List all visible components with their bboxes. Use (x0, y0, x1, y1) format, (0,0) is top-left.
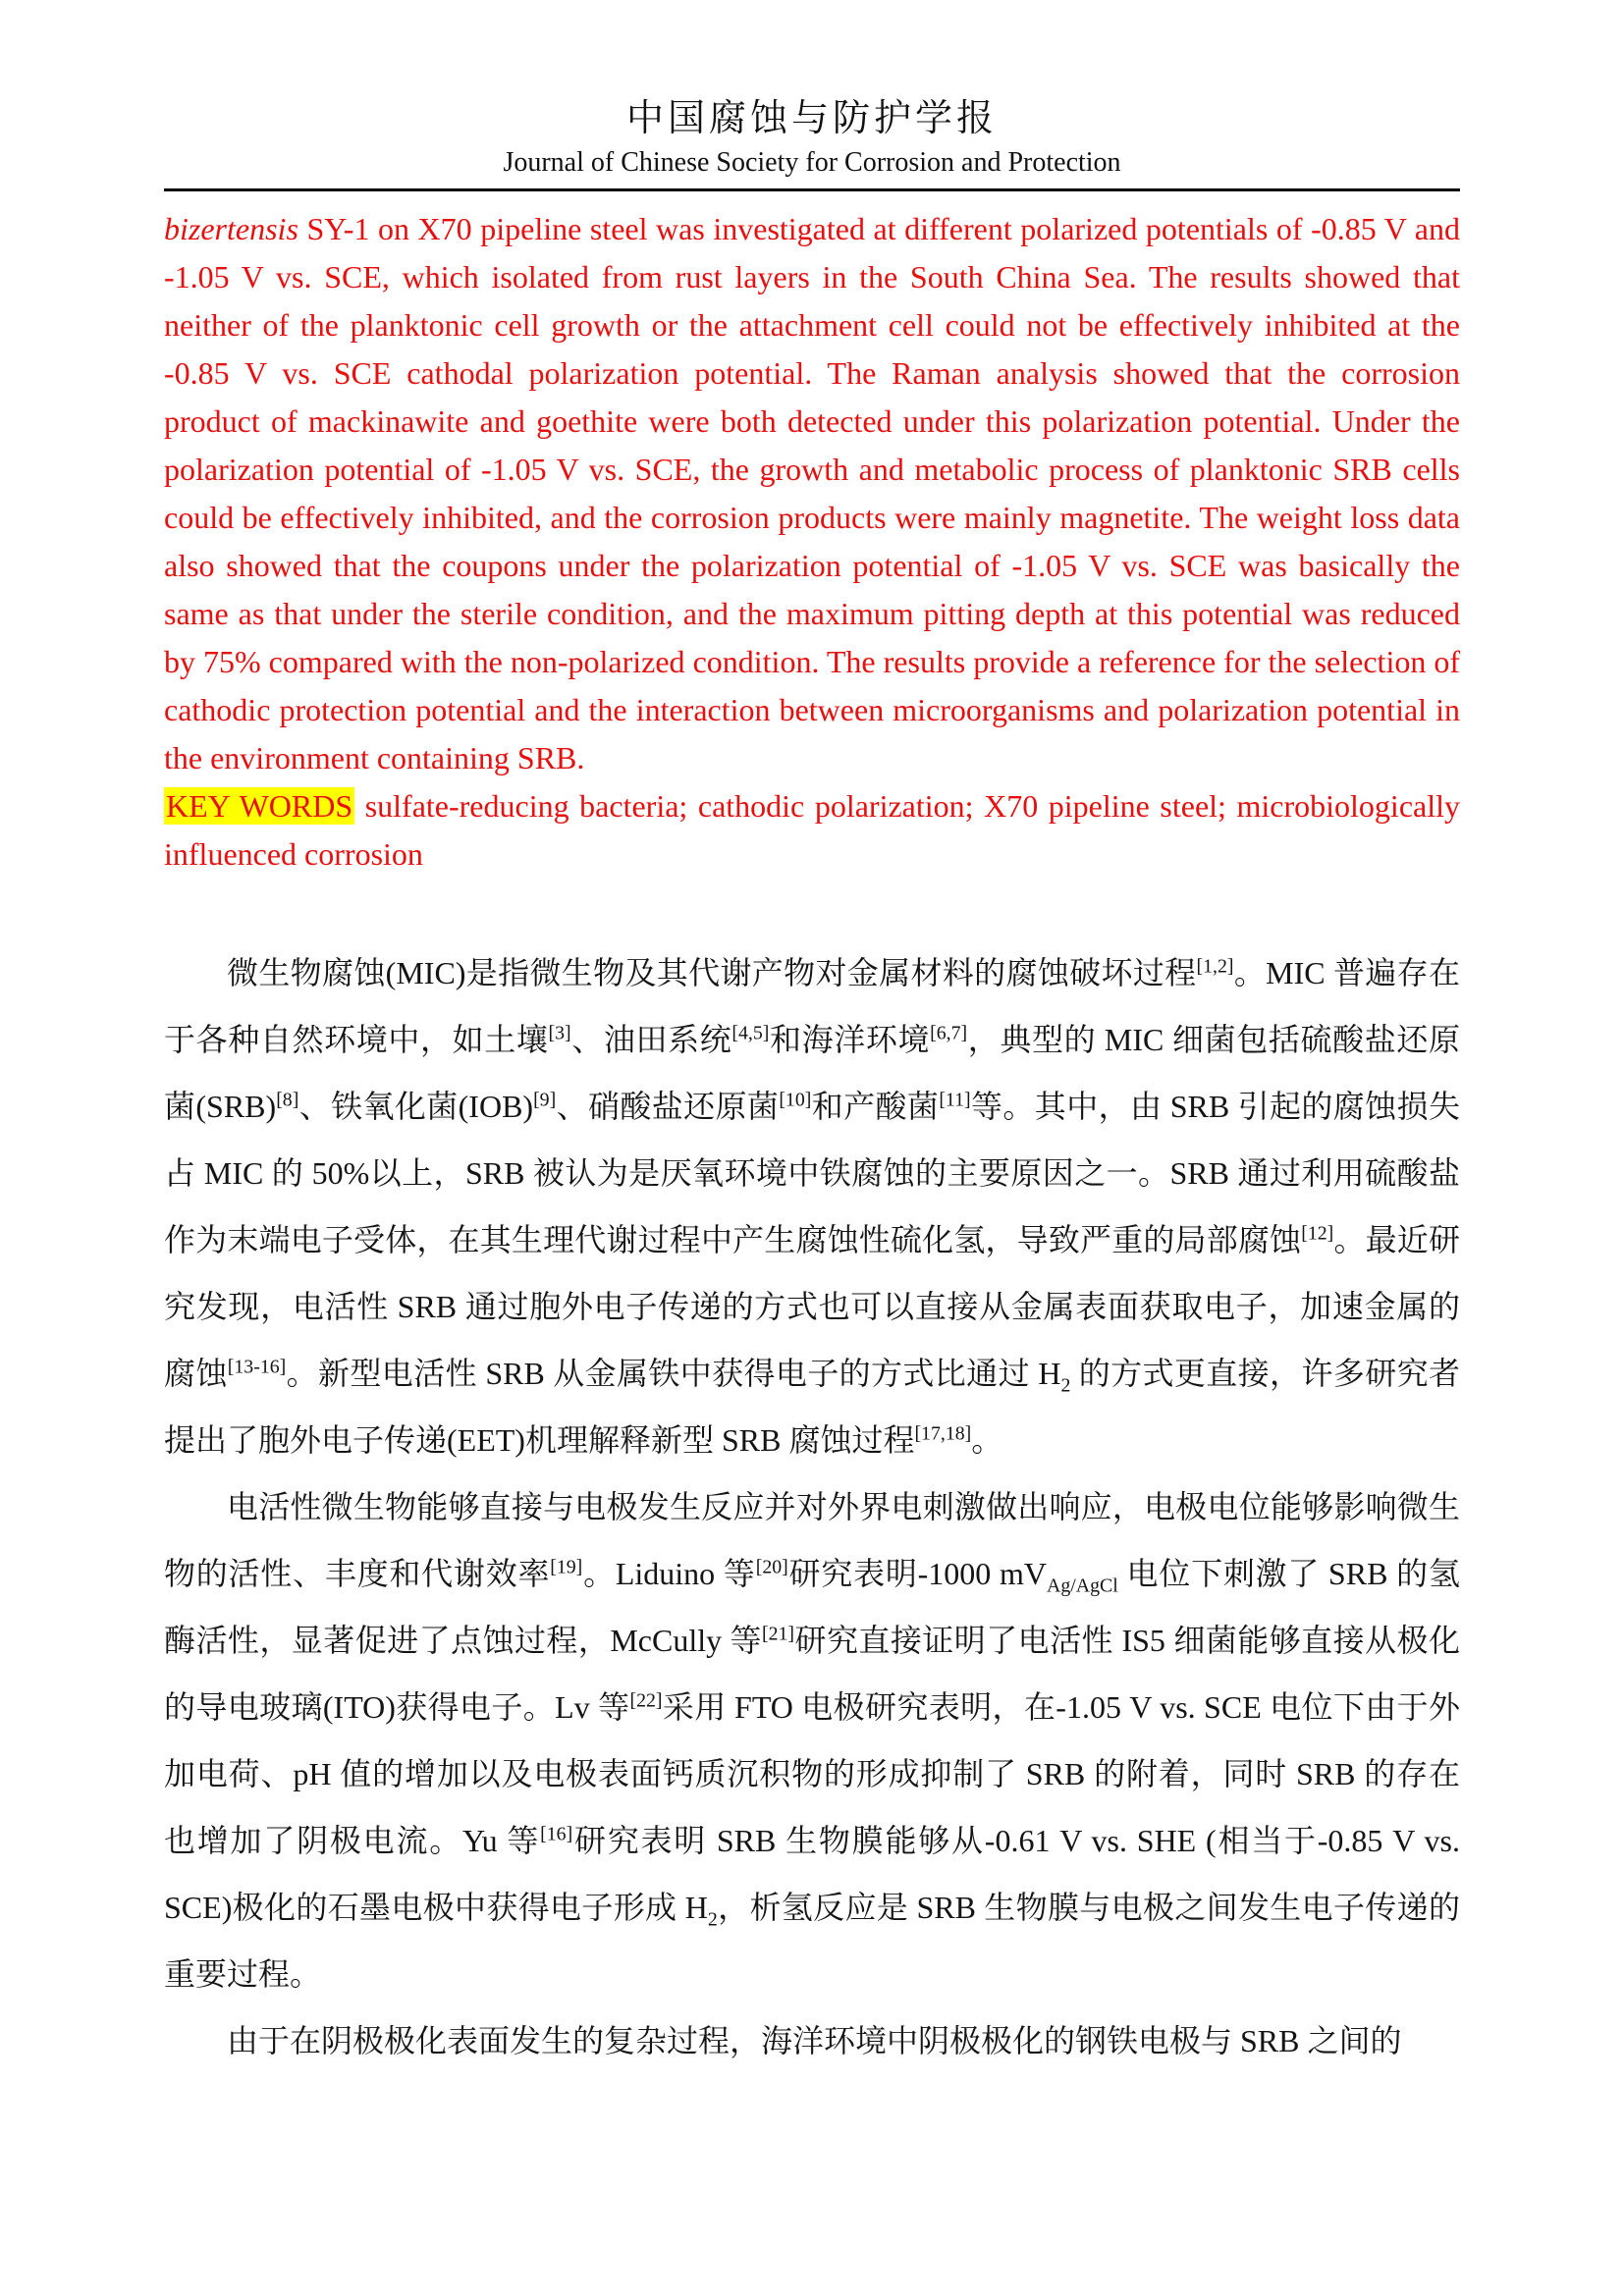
journal-title-chinese: 中国腐蚀与防护学报 (625, 98, 998, 139)
keywords-paragraph (164, 782, 1460, 879)
journal-header (164, 94, 1460, 191)
body-paragraph-mic-intro: 微生物腐蚀(MIC)是指微生物及其代谢产物对金属材料的腐蚀破坏过程[1,2]。MIC 普遍存在于各种自然环境中，如土壤[3]、油田系统[4,5]和海洋环境[6,7]，典型的 MIC 细菌包括硫酸盐还原菌(SRB)[8]、铁氧化菌(IOB)[9]、硝酸盐还原菌[10]和产酸菌[11]等。其中，由 SRB 引起的腐蚀损失占 MIC 的 50%以上，SRB 被认为是厌氧环境中铁腐蚀的主要原因之一。SRB 通过利用硫酸盐作为末端电子受体，在其生理代谢过程中产生腐蚀性硫化氢，导致严重的局部腐蚀[12]。最近研究发现，电活性 SRB 通过胞外电子传递的方式也可以直接从金属表面获取电子，加速金属的腐蚀[13-16]。新型电活性 SRB 从金属铁中获得电子的方式比通过 $H_2$ 的方式更直接，许多研究者提出了胞外电子传递(EET)机理解释新型 SRB 腐蚀过程[17,18]。 (164, 955, 1460, 1458)
body-paragraph-cathodic-polarization: 由于在阴极极化表面发生的复杂过程，海洋环境中阴极极化的钢铁电极与 SRB 之间的 (227, 2023, 1402, 2058)
abstract-paragraph (164, 205, 1460, 782)
keywords-label-highlight: KEY WORDS (166, 788, 353, 824)
page-content (164, 94, 1460, 2074)
header-divider (164, 188, 1460, 191)
body-paragraph-electroactive-microbes: 电活性微生物能够直接与电极发生反应并对外界电刺激做出响应，电极电位能够影响微生物的活性、丰度和代谢效率[19]。Liduino 等[20]研究表明-1000 $mV_{Ag/AgCl}$ 电位下刺激了 SRB 的氢酶活性，显著促进了点蚀过程，McCully 等[21]研究直接证明了电活性 IS5 细菌能够直接从极化的导电玻璃(ITO)获得电子。Lv 等[22]采用 FTO 电极研究表明，在-1.05 V vs. SCE 电位下由于外加电荷、pH 值的增加以及电极表面钙质沉积物的形成抑制了 SRB 的附着，同时 SRB 的存在也增加了阴极电流。Yu 等[16]研究表明 SRB 生物膜能够从-0.61 V vs. SHE (相当于-0.85 V vs. SCE)极化的石墨电极中获得电子形成 $H_2$，析氢反应是 SRB 生物膜与电极之间发生电子传递的重要过程。 (164, 1489, 1460, 1992)
abstract-body-text: SY-1 on X70 pipeline steel was investigated at different polarized potentials of -0.85 V and -1.05 V vs. SCE, which isolated from rust layers in the South China Sea. The results showed that neither of the planktonic cell growth or the attachment cell could not be effectively inhibited at the -0.85 V vs. SCE cathodal polarization potential. The Raman analysis showed that the corrosion product of mackinawite and goethite were both detected under this polarization potential. Under the polarization potential of -1.05 V vs. SCE, the growth and metabolic process of planktonic SRB cells could be effectively inhibited, and the corrosion products were mainly magnetite. The weight loss data also showed that the coupons under the polarization potential of -1.05 V vs. SCE was basically the same as that under the sterile condition, and the maximum pitting depth at this potential was reduced by 75% compared with the non-polarized condition. The results provide a reference for the selection of cathodic protection potential and the interaction between microorganisms and polarization potential in the environment containing SRB. (164, 211, 1460, 775)
keywords-text: sulfate-reducing bacteria; cathodic polarization; X70 pipeline steel; microbiologically influenced corrosion (164, 788, 1460, 872)
main-text-section (164, 939, 1460, 2074)
journal-title-english: Journal of Chinese Society for Corrosion and Protection (503, 147, 1121, 178)
abstract-species-italic: bizertensis (164, 211, 298, 246)
abstract-section (164, 205, 1460, 879)
